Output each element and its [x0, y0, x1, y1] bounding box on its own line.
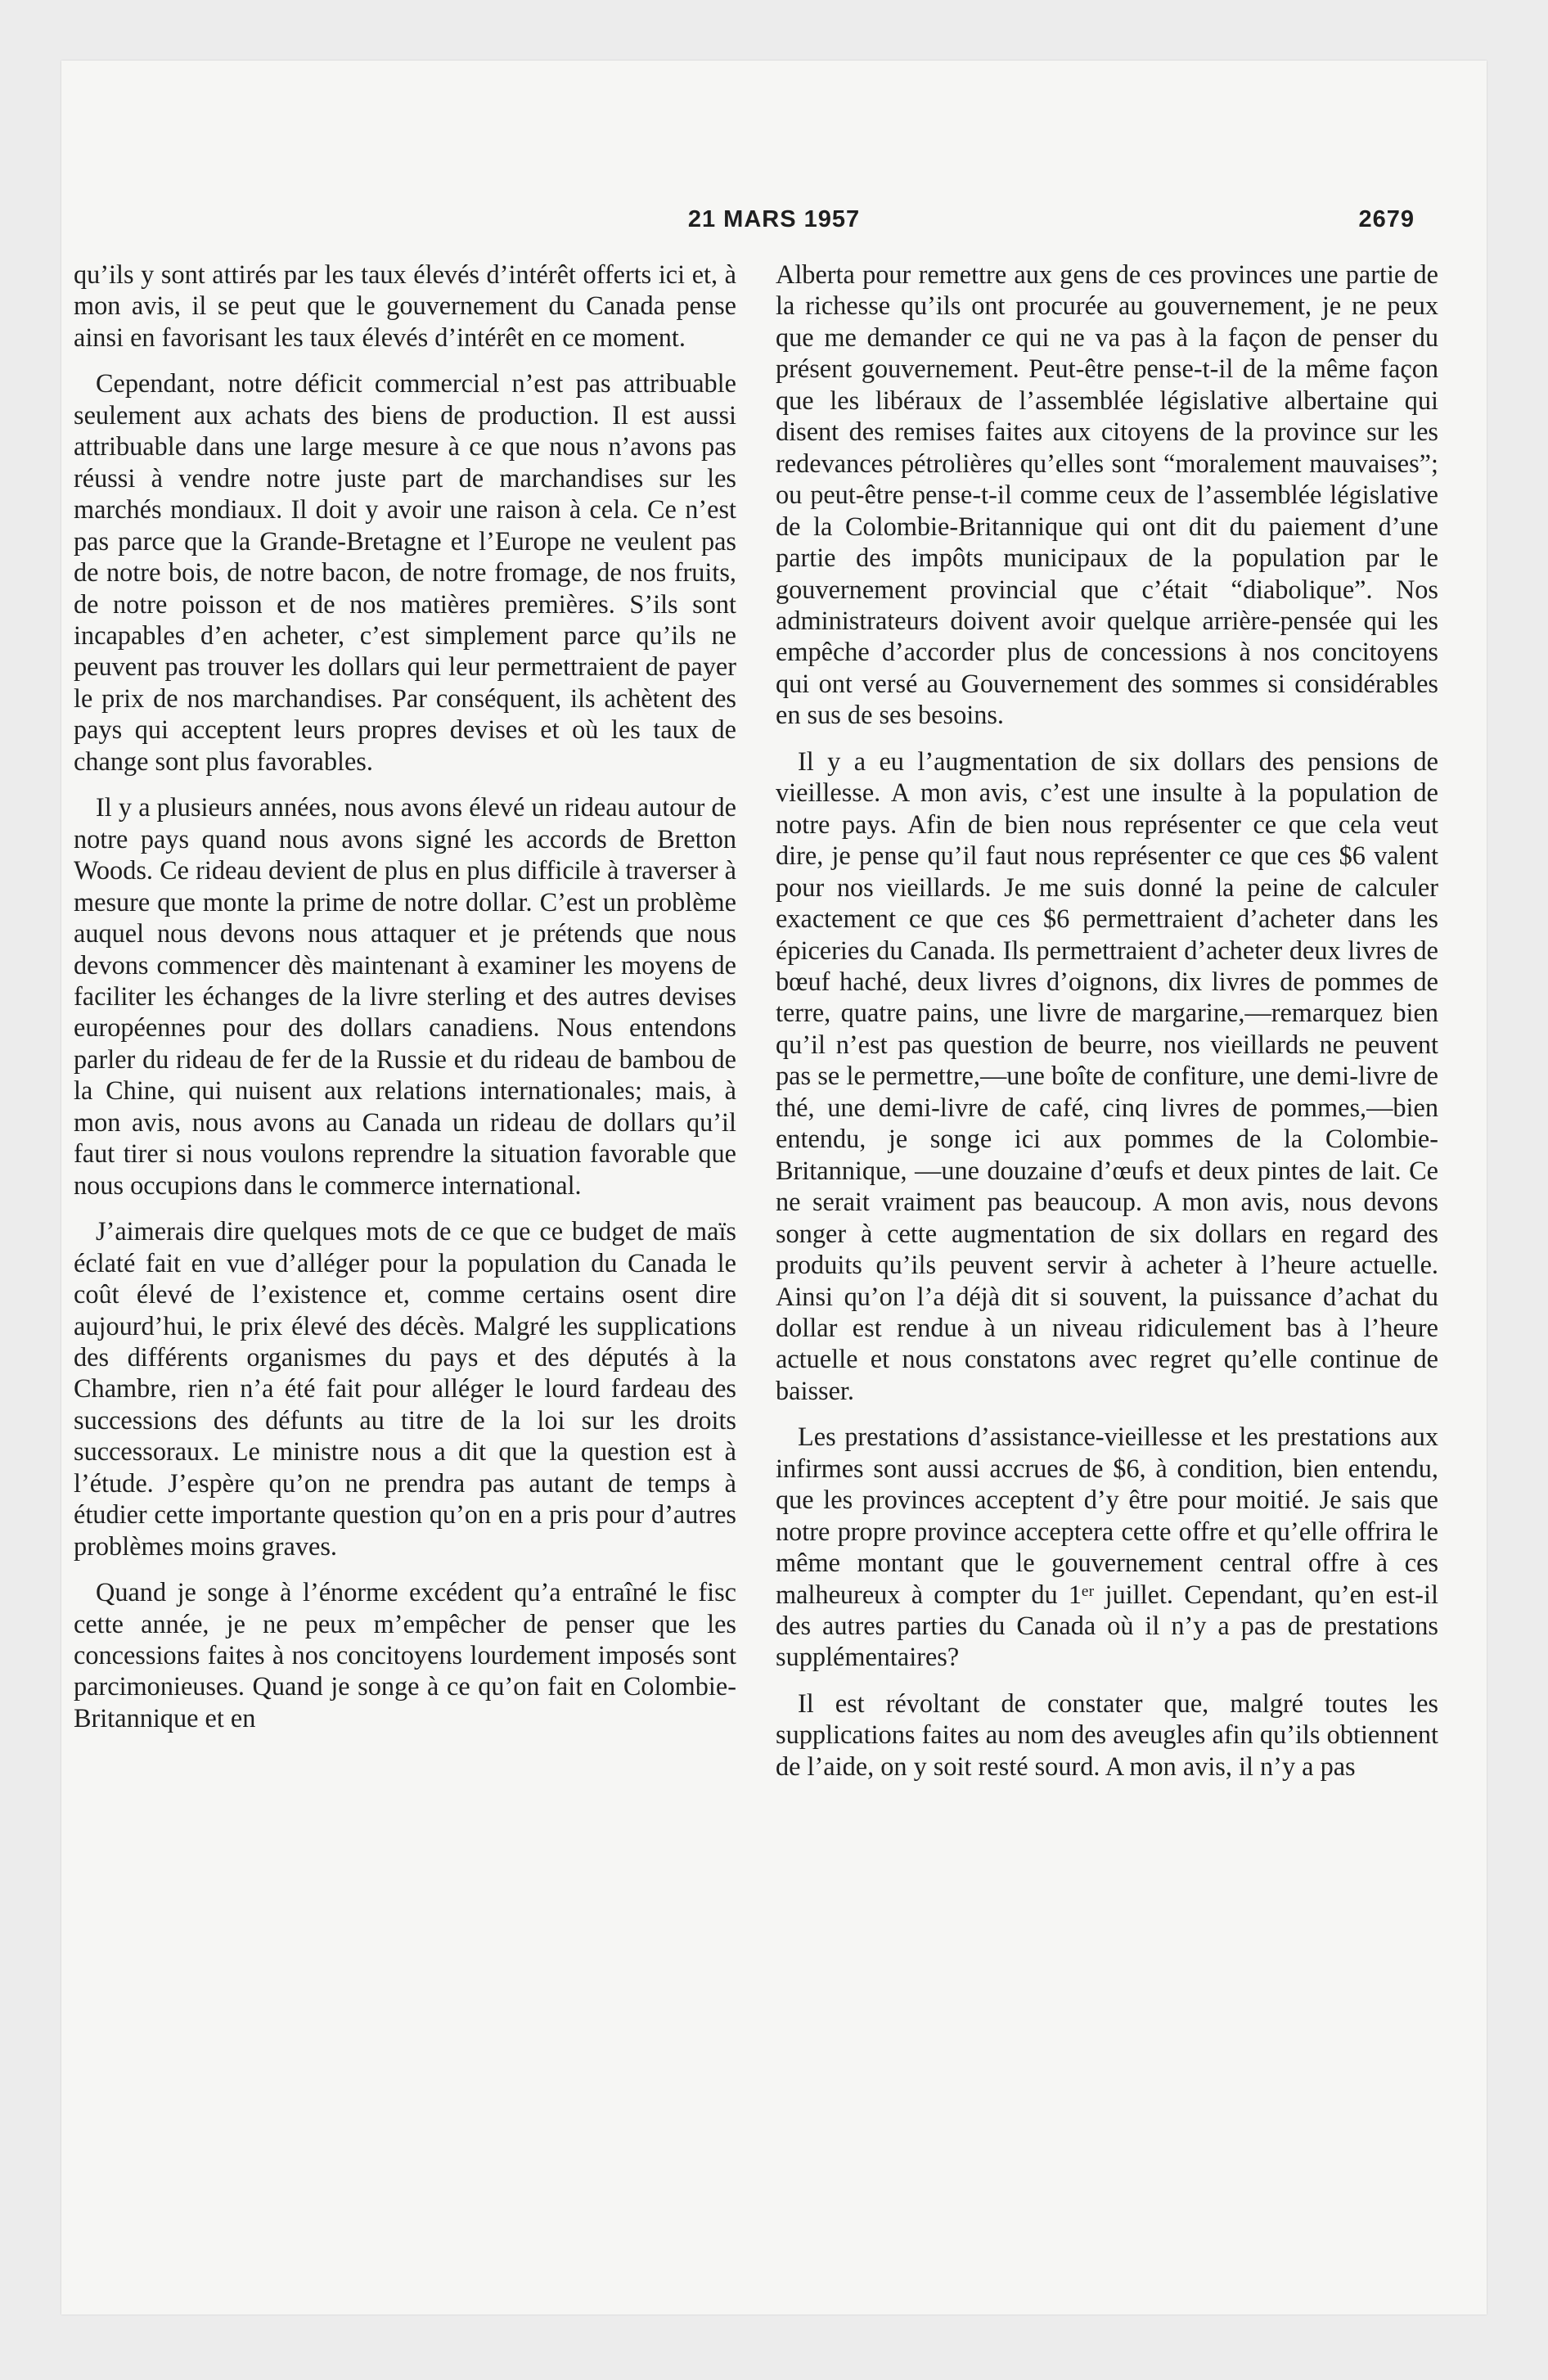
right-column — [776, 259, 1438, 1796]
paragraph: J’aimerais dire quelques mots de ce que ce budget de maïs éclaté fait en vue d’alléger pour la population du Canada le coût élevé de l’existence et, comme certains osent dire aujourd’hui, le prix élevé des décès. Malgré les supplications des différents organismes du pays et des députés à la Chambre, rien n’a été fait pour alléger le lourd fardeau des successions des défunts au titre de la loi sur les droits successoraux. Le ministre nous a dit que la question est à l’étude. J’espère qu’on ne prendra pas autant de temps à étudier cette importante question qu’on en a pris pour d’autres problèmes moins graves. — [74, 1216, 736, 1561]
page-header — [61, 206, 1487, 247]
paragraph: qu’ils y sont attirés par les taux élevés d’intérêt offerts ici et, à mon avis, il se peut que le gouvernement du Canada pense ainsi en favorisant les taux élevés d’intérêt en ce moment. — [74, 259, 736, 352]
paragraph: Les prestations d’assistance-vieillesse et les prestations aux infirmes sont aussi accrues de $6, à condition, bien entendu, que les provinces acceptent d’y être pour moitié. Je sais que notre propre province acceptera cette offre et qu’elle offrira le même montant que le gouvernement central offre à ces malheureux à compter du 1ᵉʳ juillet. Cependant, qu’en est-il des autres parties du Canada où il n’y a pas de prestations supplémentaires? — [776, 1422, 1438, 1672]
paragraph: Il y a eu l’augmentation de six dollars des pensions de vieillesse. A mon avis, c’est une insulte à la population de notre pays. Afin de bien nous représenter ce que cela veut dire, je pense qu’il faut nous représenter ce que ces $6 valent pour nos vieillards. Je me suis donné la peine de calculer exactement ce que ces $6 permettraient d’acheter dans les épiceries du Canada. Ils permettraient d’acheter deux livres de bœuf haché, deux livres d’oignons, dix livres de pommes de terre, quatre pains, une livre de margarine,—remarquez bien qu’il n’est pas question de beurre, nos vieillards ne peuvent pas se le permettre,—une boîte de confiture, une demi-livre de thé, une demi-livre de café, cinq livres de pommes,—bien entendu, je songe ici aux pommes de la Colombie-Britannique, —une douzaine d’œufs et deux pintes de lait. Ce ne serait vraiment pas beaucoup. A mon avis, nous devons songer à cette augmentation de six dollars en regard des produits qu’ils peuvent servir à acheter à l’heure actuelle. Ainsi qu’on l’a déjà dit si souvent, la puissance d’achat du dollar est rendue à un niveau ridiculement bas à l’heure actuelle et nous constatons avec regret qu’elle continue de baisser. — [776, 746, 1438, 1405]
paragraph: Il y a plusieurs années, nous avons élevé un rideau autour de notre pays quand nous avons signé les accords de Bretton Woods. Ce rideau devient de plus en plus difficile à traverser à mesure que monte la prime de notre dollar. C’est un problème auquel nous devons nous attaquer et je prétends que nous devons commencer dès maintenant à examiner les moyens de faciliter les échanges de la livre sterling et des autres devises européennes pour des dollars canadiens. Nous entendons parler du rideau de fer de la Russie et du rideau de bambou de la Chine, qui nuisent aux relations internationales; mais, à mon avis, nous avons au Canada un rideau de dollars qu’il faut tirer si nous voulons reprendre la situation favorable que nous occupions dans le commerce international. — [74, 792, 736, 1200]
paragraph: Quand je songe à l’énorme excédent qu’a entraîné le fisc cette année, je ne peux m’empêcher de penser que les concessions faites à nos concitoyens lourdement imposés sont parcimonieuses. Quand je songe à ce qu’on fait en Colombie-Britannique et en — [74, 1577, 736, 1733]
left-column — [74, 259, 736, 1748]
paragraph: Cependant, notre déficit commercial n’est pas attribuable seulement aux achats des biens de production. Il est aussi attribuable dans une large mesure à ce que nous n’avons pas réussi à vendre notre juste part de marchandises sur les marchés mondiaux. Il doit y avoir une raison à cela. Ce n’est pas parce que la Grande-Bretagne et l’Europe ne veulent pas de notre bois, de notre bacon, de notre fromage, de nos fruits, de notre poisson et de nos matières premières. S’ils sont incapables d’en acheter, c’est simplement parce qu’ils ne peuvent pas trouver les dollars qui leur permettraient de payer le prix de nos marchandises. Par conséquent, ils achètent des pays qui acceptent leurs propres devises et où les taux de change sont plus favorables. — [74, 368, 736, 776]
page-number: 2679 — [1358, 206, 1415, 232]
paragraph: Il est révoltant de constater que, malgré toutes les supplications faites au nom des aveugles afin qu’ils obtiennent de l’aide, on y soit resté sourd. A mon avis, il n’y a pas — [776, 1688, 1438, 1781]
page-sheet — [61, 61, 1487, 2315]
page-date: 21 MARS 1957 — [687, 206, 861, 232]
paragraph: Alberta pour remettre aux gens de ces provinces une partie de la richesse qu’ils ont procurée au gouvernement, je ne peux que me demander ce qui ne va pas à la façon de penser du présent gouvernement. Peut-être pense-t-il de la même façon que les libéraux de l’assemblée législative albertaine qui disent des remises faites aux citoyens de la province sur les redevances pétrolières qu’elles sont “moralement mauvaises”; ou peut-être pense-t-il comme ceux de l’assemblée législative de la Colombie-Britannique qui ont dit du paiement d’une partie des impôts municipaux de la population par le gouvernement provincial que c’était “diabolique”. Nos administrateurs doivent avoir quelque arrière-pensée qui les empêche d’accorder plus de concessions à nos concitoyens qui ont versé au Gouvernement des sommes si considérables en sus de ses besoins. — [776, 259, 1438, 730]
